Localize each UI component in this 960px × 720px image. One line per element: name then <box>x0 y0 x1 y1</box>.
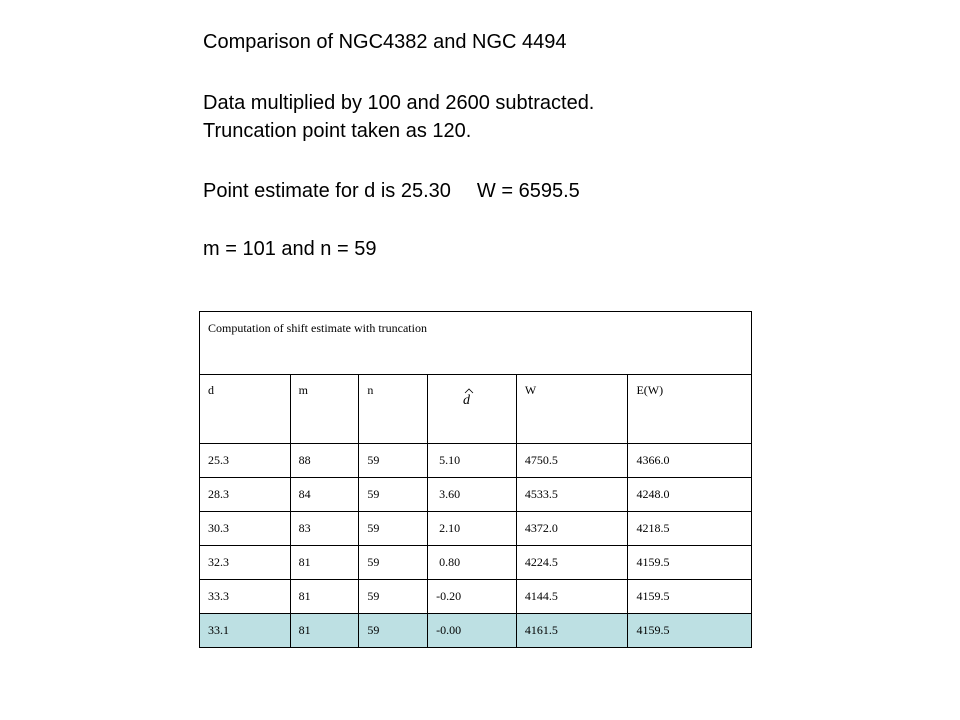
cell-m: 81 <box>290 546 359 580</box>
cell-dhat: -0.00 <box>428 614 517 648</box>
cell-d: 28.3 <box>200 478 291 512</box>
table-header-row <box>200 375 752 444</box>
cell-n: 59 <box>359 614 428 648</box>
cell-d: 33.1 <box>200 614 291 648</box>
header-d: d <box>200 375 291 444</box>
cell-ew: 4218.5 <box>628 512 752 546</box>
cell-ew: 4248.0 <box>628 478 752 512</box>
cell-w: 4224.5 <box>516 546 628 580</box>
cell-d: 32.3 <box>200 546 291 580</box>
cell-w: 4144.5 <box>516 580 628 614</box>
header-n: n <box>359 375 428 444</box>
header-ew: E(W) <box>628 375 752 444</box>
cell-m: 83 <box>290 512 359 546</box>
point-estimate-text: Point estimate for d is 25.30 <box>203 180 451 202</box>
data-note-line-1: Data multiplied by 100 and 2600 subtracted. <box>203 92 595 114</box>
w-statistic-text: W = 6595.5 <box>476 180 580 202</box>
sample-sizes-line: m = 101 and n = 59 <box>203 238 377 260</box>
cell-ew: 4366.0 <box>628 444 752 478</box>
cell-n: 59 <box>359 512 428 546</box>
table-row <box>200 580 752 614</box>
cell-m: 88 <box>290 444 359 478</box>
svg-text:d: d <box>463 393 471 407</box>
cell-ew: 4159.5 <box>628 614 752 648</box>
table-row-highlighted <box>200 614 752 648</box>
cell-n: 59 <box>359 546 428 580</box>
cell-w: 4372.0 <box>516 512 628 546</box>
cell-m: 81 <box>290 580 359 614</box>
cell-w: 4533.5 <box>516 478 628 512</box>
cell-dhat: 2.10 <box>428 512 517 546</box>
cell-n: 59 <box>359 444 428 478</box>
d-hat-symbol <box>463 387 475 411</box>
slide-title: Comparison of NGC4382 and NGC 4494 <box>203 31 567 53</box>
point-estimate-line <box>203 179 580 203</box>
table-row <box>200 478 752 512</box>
cell-m: 84 <box>290 478 359 512</box>
table-caption: Computation of shift estimate with truncation <box>200 312 752 375</box>
shift-estimate-table <box>199 311 752 648</box>
d-hat-icon <box>463 387 475 407</box>
cell-w: 4161.5 <box>516 614 628 648</box>
cell-d: 30.3 <box>200 512 291 546</box>
table-row <box>200 444 752 478</box>
cell-dhat: 5.10 <box>428 444 517 478</box>
table-row <box>200 546 752 580</box>
table-caption-row <box>200 312 752 375</box>
header-d-hat <box>428 375 517 444</box>
data-note-line-2: Truncation point taken as 120. <box>203 120 472 142</box>
cell-w: 4750.5 <box>516 444 628 478</box>
cell-dhat: 0.80 <box>428 546 517 580</box>
cell-d: 33.3 <box>200 580 291 614</box>
cell-dhat: -0.20 <box>428 580 517 614</box>
cell-n: 59 <box>359 580 428 614</box>
table-row <box>200 512 752 546</box>
cell-ew: 4159.5 <box>628 580 752 614</box>
cell-dhat: 3.60 <box>428 478 517 512</box>
cell-m: 81 <box>290 614 359 648</box>
header-w: W <box>516 375 628 444</box>
cell-ew: 4159.5 <box>628 546 752 580</box>
header-m: m <box>290 375 359 444</box>
cell-d: 25.3 <box>200 444 291 478</box>
cell-n: 59 <box>359 478 428 512</box>
